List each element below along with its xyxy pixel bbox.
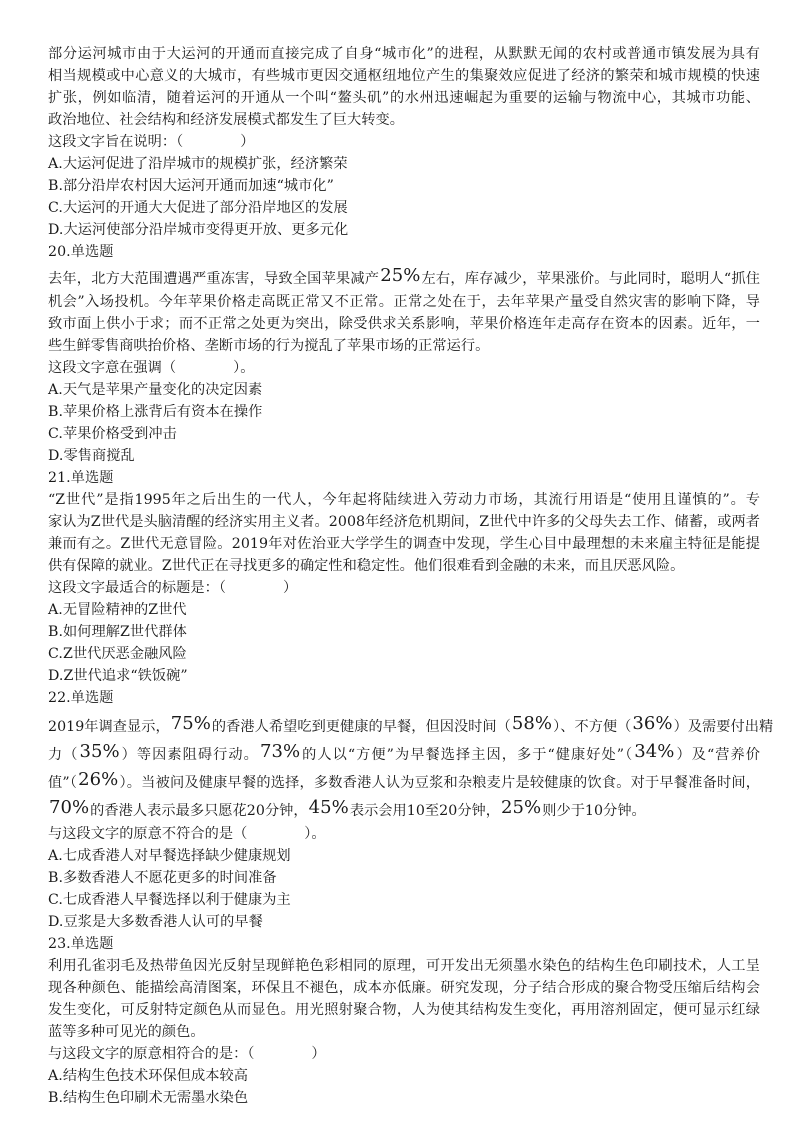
percent-value: 25% [380, 265, 421, 286]
q21-option-c: C.Z世代厌恶金融风险 [48, 646, 187, 662]
percent-value: 25% [501, 797, 542, 818]
q23-passage-line: 发生变化，可反射特定颜色从而显色。用光照射聚合物，人为使其结构发生变化，再用溶剂固定，便可显示红绿 [48, 1002, 760, 1018]
q20-header: 20.单选题 [48, 244, 114, 260]
q21-passage-line: “Z世代”是指1995年之后出生的一代人，今年起将陆续进入劳动力市场，其流行用语是“使用且谨慎的”。专 [48, 492, 760, 508]
q19-question: 这段文字旨在说明：（ ） [48, 134, 255, 150]
q19-option-c: C.大运河的开通大大促进了部分沿岸地区的发展 [48, 200, 348, 216]
q22-option-d: D.豆浆是大多数香港人认可的早餐 [48, 914, 263, 930]
q23-option-a: A.结构生色技术环保但成本较高 [48, 1068, 248, 1084]
q20-option-a: A.天气是苹果产量变化的决定因素 [48, 382, 263, 398]
q20-option-c: C.苹果价格受到冲击 [48, 426, 177, 442]
percent-value: 73% [259, 741, 301, 762]
percent-value: 70% [49, 797, 90, 818]
q23-question: 与这段文字的原意相符合的是：（ ） [48, 1046, 326, 1062]
q20-passage-line: 致市面上供小于求；而不正常之处更为突出，除受供求关系影响，苹果价格连年走高存在资本的因素。近年，一 [48, 316, 760, 332]
q20-passage-line: 机会”入场投机。今年苹果价格走高既正常又不正常。正常之处在于，去年苹果产量受自然灾害的影响下降，导 [48, 294, 760, 310]
percent-value: 35% [79, 741, 120, 762]
q21-question: 这段文字最适合的标题是：（ ） [48, 580, 298, 596]
q20-option-b: B.苹果价格上涨背后有资本在操作 [48, 404, 263, 420]
percent-value: 36% [632, 713, 673, 734]
q19-passage-line: 扩张，例如临清，随着运河的开通从一个叫“鳌头矶”的水州迅速崛起为重要的运输与物流中心，其城市功能、 [48, 90, 760, 106]
q20-option-d: D.零售商搅乱 [48, 448, 135, 464]
q19-option-a: A.大运河促进了沿岸城市的规模扩张，经济繁荣 [48, 156, 348, 172]
q19-passage-line: 部分运河城市由于大运河的开通而直接完成了自身“城市化”的进程，从默默无闻的农村或普通市镇发展为具有 [48, 46, 760, 62]
q19-passage-line: 政治地位、社会结构和经济发展模式都发生了巨大转变。 [48, 112, 404, 128]
q23-passage-line: 利用孔雀羽毛及热带鱼因光反射呈现鲜艳色彩相同的原理，可开发出无须墨水染色的结构生色印刷技术，人工呈 [48, 958, 760, 974]
q22-option-a: A.七成香港人对早餐选择缺少健康规划 [48, 848, 291, 864]
q21-passage-line: 供有保障的就业。Z世代正在寻找更多的确定性和稳定性。他们很难看到金融的未来，而且厌恶风险。 [48, 558, 685, 574]
q19-option-d: D.大运河使部分沿岸城市变得更开放、更多元化 [48, 222, 349, 238]
q23-passage-line: 现各种颜色、能描绘高清图案，环保且不褪色，成本亦低廉。研究发现，分子结合形成的聚合物受压缩后结构会 [48, 980, 760, 996]
q22-passage-line: 值”（26%）。当被问及健康早餐的选择，多数香港人认为豆浆和杂粮麦片是较健康的饮食。对于早餐准备时间， [48, 769, 760, 791]
percent-value: 26% [78, 769, 119, 790]
q21-option-a: A.无冒险精神的Z世代 [48, 602, 187, 618]
q21-passage-line: 家认为Z世代是头脑清醒的经济实用主义者。2008年经济危机期间，Z世代中许多的父母失去工作、储蓄，或两者 [48, 514, 760, 530]
q19-option-b: B.部分沿岸农村因大运河开通而加速“城市化” [48, 178, 334, 194]
q20-question: 这段文字意在强调（ ）。 [48, 360, 255, 376]
q23-option-b: B.结构生色印刷术无需墨水染色 [48, 1090, 249, 1106]
percent-value: 45% [308, 797, 349, 818]
q21-option-d: D.Z世代追求“铁饭碗” [48, 668, 188, 684]
q19-passage-line: 相当规模或中心意义的大城市，有些城市更因交通枢纽地位产生的集聚效应促进了经济的繁荣和城市规模的快速 [48, 68, 760, 84]
percent-value: 58% [511, 713, 553, 734]
q22-question: 与这段文字的原意不符合的是（ ）。 [48, 826, 326, 842]
q20-passage-line: 去年，北方大范围遭遇严重冻害，导致全国苹果减产25%左右，库存减少，苹果涨价。与此同时，聪明人“抓住 [48, 265, 760, 287]
percent-value: 75% [170, 713, 211, 734]
q21-passage-line: 兼而有之。Z世代无意冒险。2019年对佐治亚大学学生的调查中发现，学生心目中最理想的未来雇主特征是能提 [48, 536, 760, 552]
q22-passage-line: 70%的香港人表示最多只愿花20分钟，45%表示会用10至20分钟，25%则少于10分钟。 [49, 797, 646, 819]
percent-value: 34% [634, 741, 675, 762]
q20-passage-line: 些生鲜零售商哄抬价格、垄断市场的行为搅乱了苹果市场的正常运行。 [48, 338, 490, 354]
q21-header: 21.单选题 [48, 470, 114, 486]
q21-option-b: B.如何理解Z世代群体 [48, 624, 187, 640]
q22-option-c: C.七成香港人早餐选择以利于健康为主 [48, 892, 291, 908]
q22-passage-line: 力（35%）等因素阻碍行动。73%的人以“方便”为早餐选择主因，多于“健康好处”（34%）及“营养价 [48, 741, 760, 763]
q23-passage-line: 蓝等多种可见光的颜色。 [48, 1024, 205, 1040]
q22-option-b: B.多数香港人不愿花更多的时间准备 [48, 870, 277, 886]
q23-header: 23.单选题 [48, 936, 114, 952]
q22-header: 22.单选题 [48, 690, 114, 706]
q22-passage-line: 2019年调查显示，75%的香港人希望吃到更健康的早餐，但因没时间（58%）、不方便（36%）及需要付出精 [48, 713, 774, 735]
